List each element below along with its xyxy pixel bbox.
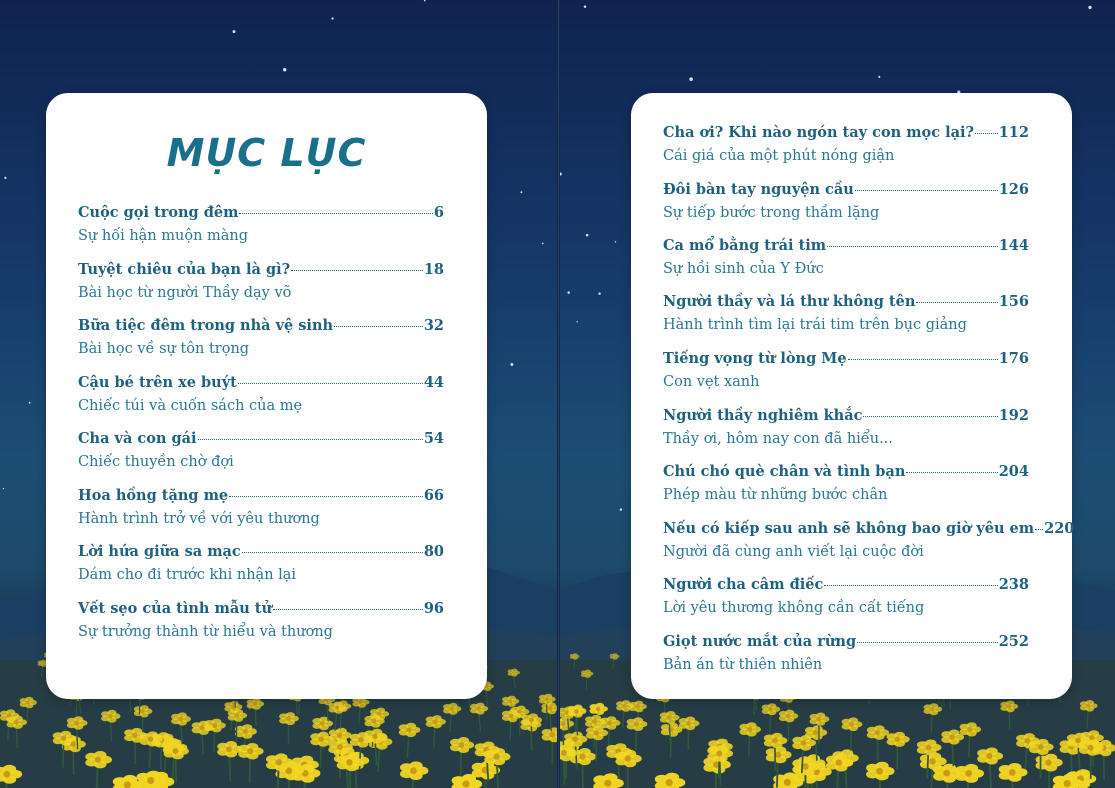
toc-entry[interactable] bbox=[663, 633, 1029, 683]
dot-leader bbox=[857, 642, 998, 643]
toc-entry[interactable] bbox=[78, 317, 444, 367]
entry-subtitle: Cái giá của một phút nóng giận bbox=[663, 148, 895, 164]
dot-leader bbox=[238, 383, 423, 384]
entry-page-number: 18 bbox=[423, 261, 444, 278]
entry-subtitle: Người đã cùng anh viết lại cuộc đời bbox=[663, 544, 924, 560]
entry-title: Cha ơi? Khi nào ngón tay con mọc lại? bbox=[663, 124, 975, 141]
entry-page-number: 6 bbox=[433, 204, 444, 221]
entry-title: Chú chó què chân và tình bạn bbox=[663, 463, 906, 480]
entry-subtitle: Sự trưởng thành từ hiểu và thương bbox=[78, 624, 333, 640]
entry-page-number: 220 bbox=[1044, 520, 1075, 537]
entry-subtitle: Dám cho đi trước khi nhận lại bbox=[78, 567, 297, 583]
entry-page-number: 32 bbox=[423, 317, 444, 334]
toc-entry[interactable] bbox=[78, 543, 444, 593]
entry-page-number: 44 bbox=[423, 374, 444, 391]
toc-heading: MỤC LỤC bbox=[166, 131, 367, 175]
dot-leader bbox=[916, 302, 997, 303]
entry-title: Lời hứa giữa sa mạc bbox=[78, 543, 241, 560]
entry-subtitle: Sự tiếp bước trong thầm lặng bbox=[663, 205, 880, 221]
toc-entry[interactable] bbox=[78, 487, 444, 537]
dot-leader bbox=[239, 213, 432, 214]
entry-subtitle: Sự hối hận muộn màng bbox=[78, 228, 249, 244]
toc-entry[interactable] bbox=[78, 600, 444, 650]
entry-title: Cuộc gọi trong đêm bbox=[78, 204, 239, 221]
entry-title: Hoa hồng tặng mẹ bbox=[78, 487, 229, 504]
right-page bbox=[560, 0, 1115, 788]
entry-subtitle: Hành trình trở về với yêu thương bbox=[78, 511, 320, 527]
entry-title: Người thầy nghiêm khắc bbox=[663, 407, 863, 424]
entry-page-number: 176 bbox=[998, 350, 1029, 367]
toc-entry[interactable] bbox=[663, 576, 1029, 626]
entry-title: Người cha câm điếc bbox=[663, 576, 824, 593]
toc-entry[interactable] bbox=[663, 520, 1075, 570]
dot-leader bbox=[906, 472, 997, 473]
entry-page-number: 144 bbox=[998, 237, 1029, 254]
entry-subtitle: Sự hồi sinh của Y Đức bbox=[663, 261, 824, 277]
entry-page-number: 204 bbox=[998, 463, 1029, 480]
entry-subtitle: Phép màu từ những bước chân bbox=[663, 487, 888, 503]
entry-page-number: 126 bbox=[998, 181, 1029, 198]
toc-entry[interactable] bbox=[663, 350, 1029, 400]
entry-subtitle: Bài học từ người Thầy dạy võ bbox=[78, 285, 292, 301]
entry-page-number: 238 bbox=[998, 576, 1029, 593]
toc-entry[interactable] bbox=[663, 237, 1029, 287]
toc-entry[interactable] bbox=[663, 463, 1029, 513]
entry-title: Người thầy và lá thư không tên bbox=[663, 293, 916, 310]
entry-subtitle: Lời yêu thương không cần cất tiếng bbox=[663, 600, 925, 616]
entry-page-number: 54 bbox=[423, 430, 444, 447]
entry-title: Nếu có kiếp sau anh sẽ không bao giờ yêu em bbox=[663, 520, 1035, 537]
dot-leader bbox=[291, 270, 423, 271]
entry-page-number: 66 bbox=[423, 487, 444, 504]
left-page bbox=[0, 0, 557, 788]
entry-page-number: 80 bbox=[423, 543, 444, 560]
entry-title: Đôi bàn tay nguyện cầu bbox=[663, 181, 854, 198]
entry-title: Ca mổ bằng trái tim bbox=[663, 237, 827, 254]
entry-subtitle: Bài học về sự tôn trọng bbox=[78, 341, 250, 357]
dot-leader bbox=[975, 133, 998, 134]
entry-page-number: 156 bbox=[998, 293, 1029, 310]
toc-entry[interactable] bbox=[78, 204, 444, 254]
entry-title: Cậu bé trên xe buýt bbox=[78, 374, 237, 391]
toc-entry[interactable] bbox=[663, 124, 1029, 174]
dot-leader bbox=[848, 359, 998, 360]
entry-subtitle: Bản án từ thiên nhiên bbox=[663, 657, 823, 673]
entry-subtitle: Chiếc thuyền chờ đợi bbox=[78, 454, 234, 470]
entry-title: Tuyệt chiêu của bạn là gì? bbox=[78, 261, 291, 278]
toc-entry[interactable] bbox=[78, 430, 444, 480]
dot-leader bbox=[242, 552, 423, 553]
entry-title: Bữa tiệc đêm trong nhà vệ sinh bbox=[78, 317, 334, 334]
dot-leader bbox=[824, 585, 997, 586]
toc-entry[interactable] bbox=[78, 374, 444, 424]
dot-leader bbox=[198, 439, 423, 440]
entry-subtitle: Thầy ơi, hôm nay con đã hiểu... bbox=[663, 431, 893, 447]
entry-title: Cha và con gái bbox=[78, 430, 197, 447]
entry-title: Vết sẹo của tình mẫu tử bbox=[78, 600, 273, 617]
entry-subtitle: Chiếc túi và cuốn sách của mẹ bbox=[78, 398, 303, 414]
entry-page-number: 96 bbox=[423, 600, 444, 617]
toc-entry[interactable] bbox=[78, 261, 444, 311]
toc-card-right bbox=[631, 93, 1075, 699]
entry-title: Giọt nước mắt của rừng bbox=[663, 633, 857, 650]
dot-leader bbox=[1035, 529, 1043, 530]
dot-leader bbox=[229, 496, 423, 497]
toc-card-left bbox=[46, 93, 487, 699]
entry-title: Tiếng vọng từ lòng Mẹ bbox=[663, 350, 847, 367]
entry-page-number: 112 bbox=[998, 124, 1029, 141]
dot-leader bbox=[855, 190, 998, 191]
toc-entry[interactable] bbox=[663, 293, 1029, 343]
dot-leader bbox=[863, 416, 997, 417]
entry-page-number: 192 bbox=[998, 407, 1029, 424]
toc-entry[interactable] bbox=[663, 407, 1029, 457]
dot-leader bbox=[827, 246, 998, 247]
entry-page-number: 252 bbox=[998, 633, 1029, 650]
toc-entry[interactable] bbox=[663, 181, 1029, 231]
dot-leader bbox=[334, 326, 423, 327]
entry-subtitle: Con vẹt xanh bbox=[663, 374, 760, 390]
entry-subtitle: Hành trình tìm lại trái tim trên bục giảng bbox=[663, 317, 967, 333]
dot-leader bbox=[273, 609, 423, 610]
